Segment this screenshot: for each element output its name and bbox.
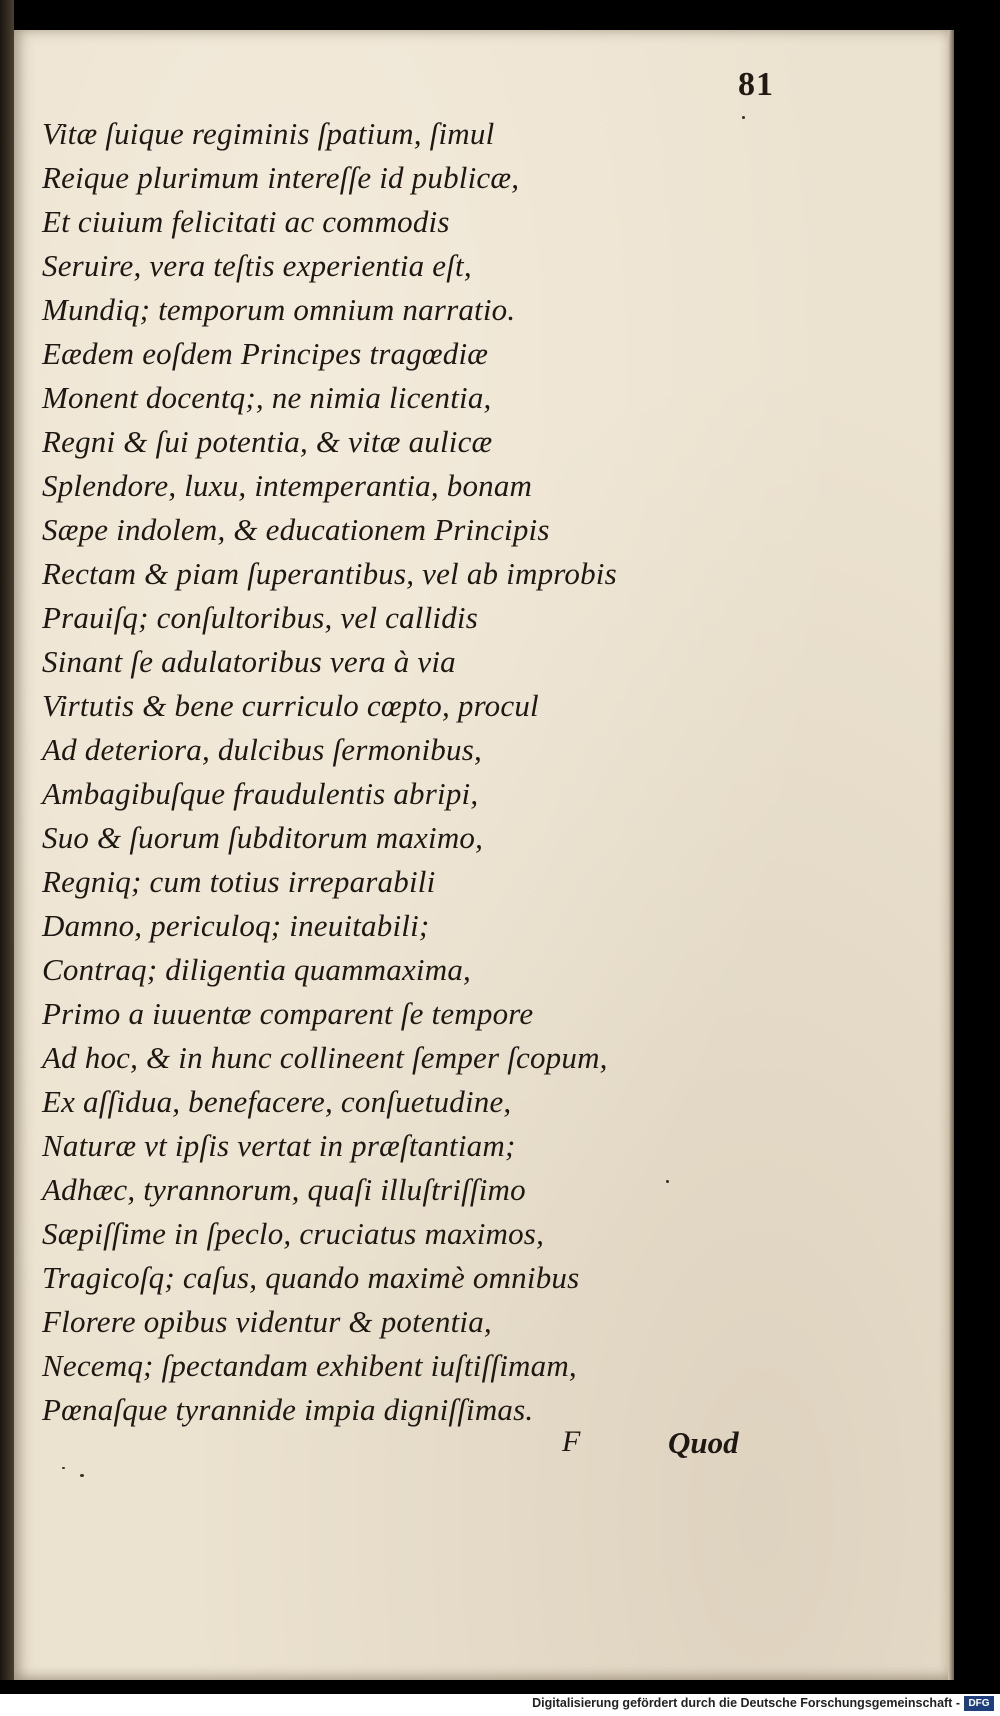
verse-line: Sinant ſe adulatoribus vera à via xyxy=(42,644,456,679)
verse-line: Ex aſſidua, benefacere, conſuetudine, xyxy=(42,1084,512,1119)
verse-line: Regniq; cum totius irreparabili xyxy=(42,864,436,899)
verse-line: Et ciuium felicitati ac commodis xyxy=(42,204,450,239)
signature-mark: F xyxy=(562,1425,581,1458)
verse-line: Regni & ſui potentia, & vitæ aulicæ xyxy=(42,424,493,459)
page-number: 81 xyxy=(738,66,774,103)
verse-line: Monent docentq;, ne nimia licentia, xyxy=(42,380,492,415)
verse-text xyxy=(42,112,762,1432)
page-foot xyxy=(0,1425,1000,1475)
verse-line: Adhæc, tyrannorum, quaſi illuſtriſſimo xyxy=(42,1172,526,1207)
digitization-credit: Digitalisierung gefördert durch die Deutsche Forschungsgemeinschaft - xyxy=(532,1696,960,1710)
verse-line: Ad deteriora, dulcibus ſermonibus, xyxy=(42,732,482,767)
ink-speck xyxy=(742,116,745,119)
verse-line: Florere opibus videntur & potentia, xyxy=(42,1304,492,1339)
verse-line: Suo & ſuorum ſubditorum maximo, xyxy=(42,820,484,855)
dfg-logo: DFG xyxy=(964,1696,994,1711)
verse-line: Reique plurimum intereſſe id publicæ, xyxy=(42,160,520,195)
verse-line: Primo a iuuentæ comparent ſe tempore xyxy=(42,996,534,1031)
verse-line: Necemq; ſpectandam exhibent iuſtiſſimam, xyxy=(42,1348,577,1383)
verse-line: Sæpe indolem, & educationem Principis xyxy=(42,512,550,547)
ink-speck xyxy=(80,1474,84,1477)
catchword: Quod xyxy=(668,1425,739,1460)
footer-bar xyxy=(0,1694,1000,1716)
verse-line: Naturæ vt ipſis vertat in præſtantiam; xyxy=(42,1128,516,1163)
verse-line: Rectam & piam ſuperantibus, vel ab improbis xyxy=(42,556,617,591)
verse-line: Prauiſq; conſultoribus, vel callidis xyxy=(42,600,478,635)
verse-line: Splendore, luxu, intemperantia, bonam xyxy=(42,468,533,503)
ink-speck xyxy=(62,1467,65,1469)
verse-line: Pœnaſque tyrannide impia digniſſimas. xyxy=(42,1392,534,1427)
verse-line: Damno, periculoq; ineuitabili; xyxy=(42,908,430,943)
verse-line: Sæpiſſime in ſpeclo, cruciatus maximos, xyxy=(42,1216,545,1251)
verse-line: Eædem eoſdem Principes tragœdiæ xyxy=(42,336,489,371)
verse-line: Mundiq; temporum omnium narratio. xyxy=(42,292,516,327)
verse-line: Vitæ ſuique regiminis ſpatium, ſimul xyxy=(42,116,495,151)
verse-line: Ambagibuſque fraudulentis abripi, xyxy=(42,776,479,811)
verse-line: Tragicoſq; caſus, quando maximè omnibus xyxy=(42,1260,580,1295)
verse-line: Contraq; diligentia quammaxima, xyxy=(42,952,471,987)
ink-speck xyxy=(666,1180,669,1183)
verse-line: Virtutis & bene curriculo cœpto, procul xyxy=(42,688,539,723)
verse-line: Seruire, vera teſtis experientia eſt, xyxy=(42,248,472,283)
verse-line: Ad hoc, & in hunc collineent ſemper ſcopum, xyxy=(42,1040,608,1075)
